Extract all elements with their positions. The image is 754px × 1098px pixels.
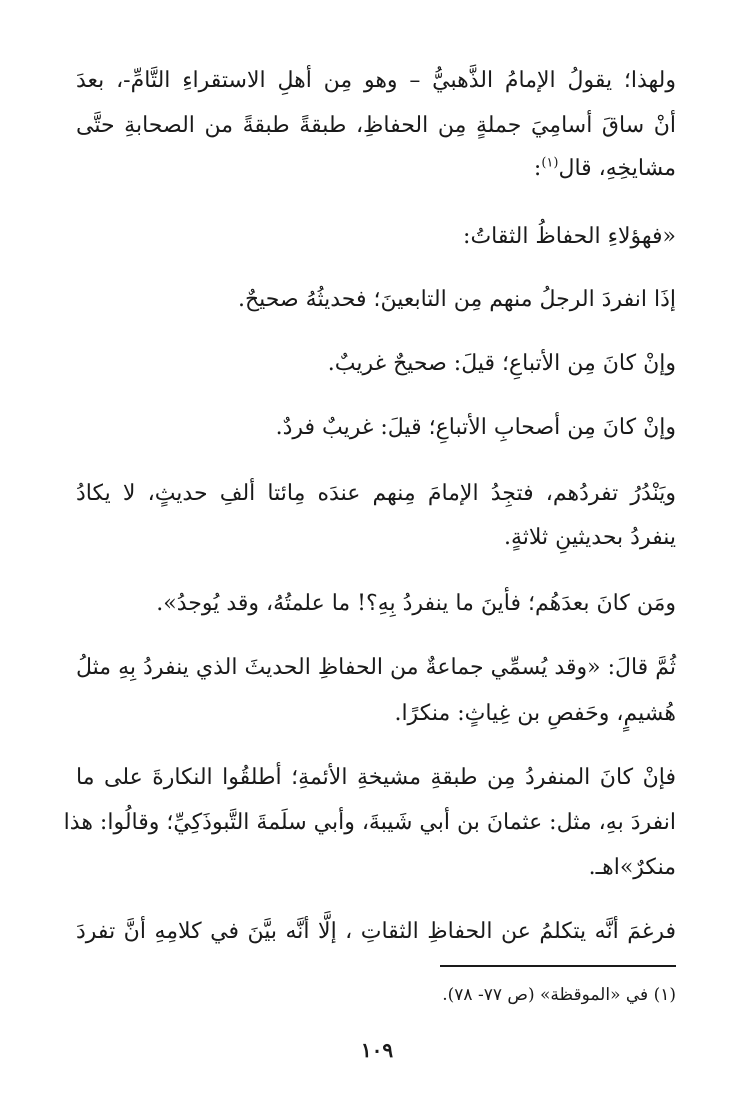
paragraph-1-line-3-colon: : xyxy=(533,156,542,181)
quote-rarity-line-2: ينفردُ بحديثينِ ثلاثةٍ. xyxy=(504,525,676,550)
quote-mashyakha-line-2: انفردَ بهِ، مثل: عثمانَ بن أبي شَيبةَ، وأبي سلَمةَ التَّبوذَكِيِّ؛ وقالُوا: هذا xyxy=(63,810,676,835)
paragraph-1-line-2: أنْ ساقَ أسامِيَ جملةٍ مِن الحفاظِ، طبقةً طبقةً من الصحابةِ حتَّى xyxy=(76,113,676,138)
page-number: ١٠٩ xyxy=(360,1038,394,1062)
quote-atba: وإنْ كانَ مِن الأتباعِ؛ قيلَ: صحيحٌ غريبٌ. xyxy=(327,351,676,376)
footnote: (١) في «الموقظة» (ص ٧٧- ٧٨). xyxy=(442,985,676,1005)
footnote-separator xyxy=(440,965,676,967)
quote-tabiin: إذَا انفردَ الرجلُ منهم مِن التابعينَ؛ فحديثُهُ صحيحٌ. xyxy=(237,287,676,312)
paragraph-1-line-3-text: مشايخِهِ، قال xyxy=(558,156,676,181)
quote-mashyakha-line-1: فإنْ كانَ المنفردُ مِن طبقةِ مشيخةِ الأئمةِ؛ أطلقُوا النكارةَ على ما xyxy=(76,765,676,790)
quote-ashab-atba: وإنْ كانَ مِن أصحابِ الأتباعِ؛ قيلَ: غريبٌ فردٌ. xyxy=(275,415,676,440)
footnote-reference: (١) xyxy=(541,155,559,171)
closing-paragraph-line: فرغمَ أنَّه يتكلمُ عن الحفاظِ الثقاتِ ، إلَّا أنَّه بيَّنَ في كلامِهِ أنَّ تفردَ xyxy=(76,919,676,944)
quote-after-them: ومَن كانَ بعدَهُم؛ فأينَ ما ينفردُ بِهِ؟! ما علمتُهُ، وقد يُوجدُ». xyxy=(156,591,676,616)
quote-munkar-line-2: هُشيمٍ، وحَفصِ بن غِياثٍ: منكرًا. xyxy=(394,701,676,726)
quote-mashyakha-line-3: منكرٌ»اهـ. xyxy=(588,855,676,880)
quote-rarity-line-1: ويَنْدُرُ تفردُهم، فتجِدُ الإمامَ مِنهم عندَه مِائتا ألفِ حديثٍ، لا يكادُ xyxy=(76,481,676,506)
paragraph-1-line-3 xyxy=(76,152,676,186)
quote-munkar-line-1: ثُمَّ قالَ: «وقد يُسمِّي جماعةٌ من الحفاظِ الحديثَ الذي ينفردُ بِهِ مثلُ xyxy=(76,655,676,680)
quote-opening: «فهؤلاءِ الحفاظُ الثقاتُ: xyxy=(463,224,676,249)
paragraph-1-line-1: ولهذا؛ يقولُ الإمامُ الذَّهبيُّ – وهو مِن أهلِ الاستقراءِ التَّامِّ-، بعدَ xyxy=(76,68,676,93)
